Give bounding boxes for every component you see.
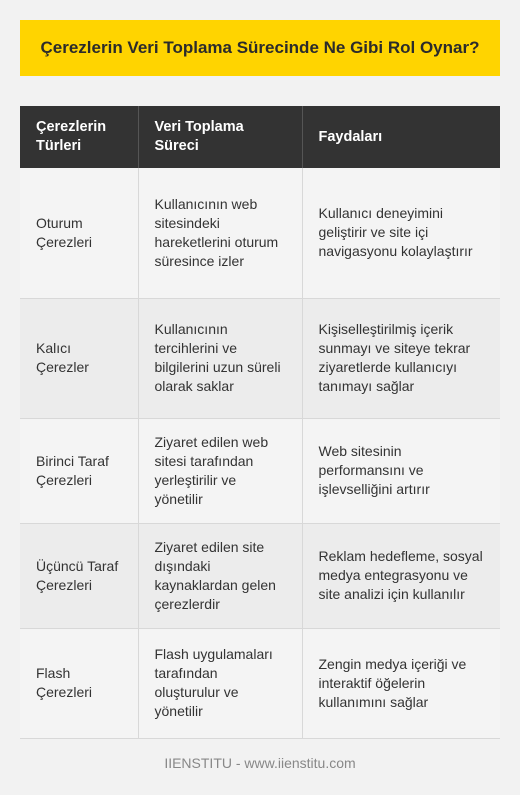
cell-cookie-type: Oturum Çerezleri [20, 168, 138, 298]
cell-benefits: Zengin medya içeriği ve interaktif öğelerin kullanımını sağlar [302, 628, 500, 738]
table-row [20, 523, 500, 628]
table-row [20, 418, 500, 523]
page-title: Çerezlerin Veri Toplama Sürecinde Ne Gibi Rol Oynar? [20, 20, 500, 76]
header-cookie-types: Çerezlerin Türleri [20, 106, 138, 168]
cell-benefits: Kişiselleştirilmiş içerik sunmayı ve siteye tekrar ziyaretlerde kullanıcıyı tanımayı sağlar [302, 298, 500, 418]
cell-data-collection: Ziyaret edilen web sitesi tarafından yerleştirilir ve yönetilir [138, 418, 302, 523]
cell-cookie-type: Flash Çerezleri [20, 628, 138, 738]
cookie-types-table [20, 106, 500, 739]
table-row [20, 168, 500, 298]
cell-data-collection: Kullanıcının web sitesindeki hareketlerini oturum süresince izler [138, 168, 302, 298]
cell-cookie-type: Üçüncü Taraf Çerezleri [20, 523, 138, 628]
table-row [20, 628, 500, 738]
cell-data-collection: Flash uygulamaları tarafından oluşturulur ve yönetilir [138, 628, 302, 738]
cell-data-collection: Ziyaret edilen site dışındaki kaynaklardan gelen çerezlerdir [138, 523, 302, 628]
table-row [20, 298, 500, 418]
footer-credit: IIENSTITU - www.iienstitu.com [164, 755, 356, 771]
header-benefits: Faydaları [302, 106, 500, 168]
cell-benefits: Reklam hedefleme, sosyal medya entegrasyonu ve site analizi için kullanılır [302, 523, 500, 628]
header-data-collection: Veri Toplama Süreci [138, 106, 302, 168]
cell-data-collection: Kullanıcının tercihlerini ve bilgilerini uzun süreli olarak saklar [138, 298, 302, 418]
cell-benefits: Web sitesinin performansını ve işlevselliğini artırır [302, 418, 500, 523]
cell-benefits: Kullanıcı deneyimini geliştirir ve site içi navigasyonu kolaylaştırır [302, 168, 500, 298]
table-header-row [20, 106, 500, 168]
cell-cookie-type: Kalıcı Çerezler [20, 298, 138, 418]
cell-cookie-type: Birinci Taraf Çerezleri [20, 418, 138, 523]
